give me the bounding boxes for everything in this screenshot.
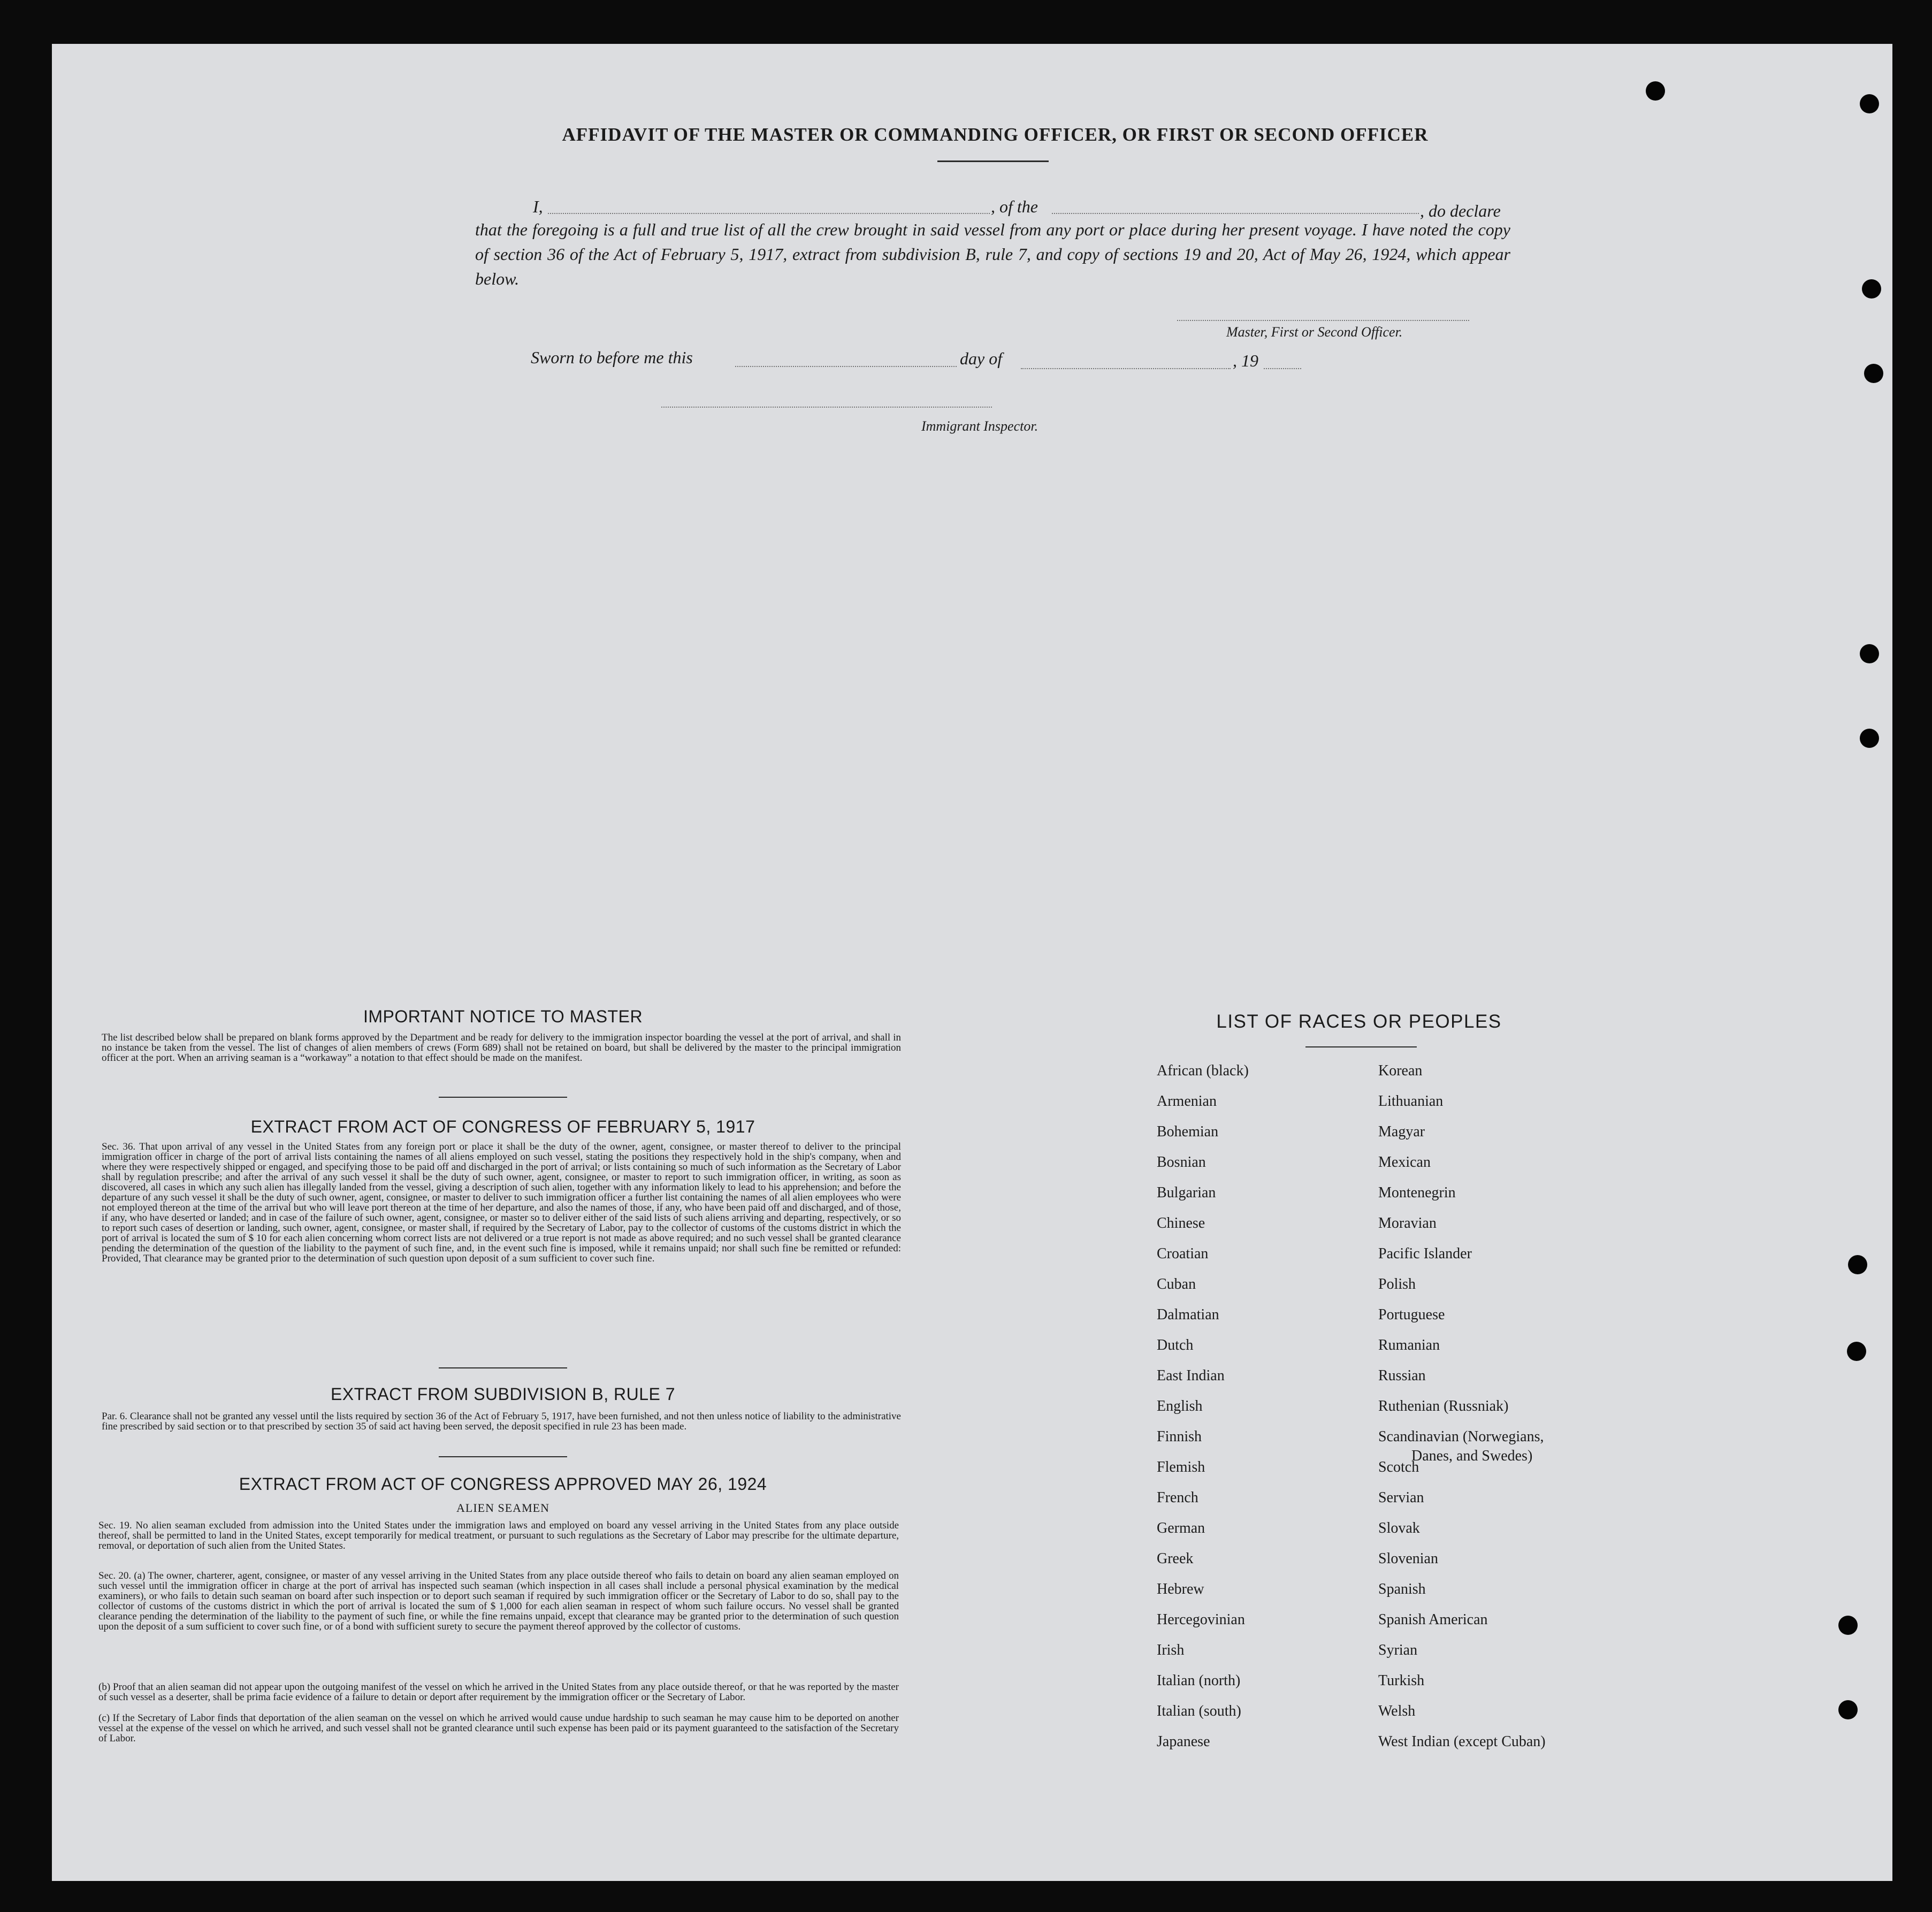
- race-item: Hebrew: [1157, 1581, 1204, 1597]
- race-item: Mexican: [1378, 1154, 1431, 1171]
- year-label: , 19: [1233, 351, 1258, 370]
- punch-hole: [1860, 94, 1879, 113]
- race-item: Servian: [1378, 1489, 1424, 1506]
- races-column-1: [1157, 1062, 1249, 1763]
- race-item: Scandinavian (Norwegians,: [1378, 1428, 1544, 1445]
- inspector-signature-field[interactable]: [661, 407, 992, 408]
- race-item: Slovenian: [1378, 1550, 1438, 1567]
- races-title: LIST OF RACES OR PEOPLES: [1216, 1011, 1502, 1032]
- race-item: Italian (south): [1157, 1703, 1241, 1719]
- race-item: Lithuanian: [1378, 1093, 1444, 1110]
- do-declare-label: , do declare: [1420, 201, 1501, 220]
- punch-hole: [1848, 1255, 1867, 1274]
- divider: [439, 1367, 567, 1368]
- race-item: Slovak: [1378, 1520, 1420, 1536]
- race-item: Montenegrin: [1378, 1184, 1456, 1201]
- race-item: West Indian (except Cuban): [1378, 1733, 1546, 1750]
- race-item: Spanish American: [1378, 1611, 1488, 1628]
- of-the-label: , of the: [991, 197, 1038, 216]
- race-item: Italian (north): [1157, 1672, 1241, 1689]
- declaration-text: that the foregoing is a full and true list of all the crew brought in said vessel from any port or place during her present voyage. I have noted the copy of section 36 of the Act of February 5, 1917, extract from subdivision B, rule 7, and copy of sections 19 and 20, Act of May 26, 1924, which appear below.: [475, 220, 1510, 288]
- sworn-year-field[interactable]: [1264, 368, 1301, 369]
- sworn-day-field[interactable]: [735, 366, 957, 367]
- race-item: Dalmatian: [1157, 1306, 1219, 1323]
- declarant-label: I,: [533, 197, 543, 216]
- race-item: Polish: [1378, 1276, 1416, 1292]
- punch-hole: [1838, 1700, 1858, 1719]
- notice-text: The list described below shall be prepared on blank forms approved by the Department and be ready for delivery to the immigration inspector boarding the vessel at the port of arrival, and shall in no instance be taken from the vessel. The list of changes of alien members of crews (Form 689) shall not be retained on board, but shall be delivered by the master to the principal immigration officer at the port. When an arriving seaman is a “workaway” a notation to that effect should be made on the manifest.: [102, 1032, 901, 1064]
- day-of-label: day of: [960, 349, 1003, 368]
- extract-rule7-title: EXTRACT FROM SUBDIVISION B, RULE 7: [330, 1385, 676, 1404]
- sec19-text: Sec. 19. No alien seaman excluded from admission into the United States under the immigration laws and employed on board any vessel arriving in the United States from any place outside thereof, shall be permitted to land in the United States, except temporarily for medical treatment, or pursuant to such regulations as the Secretary of Labor may prescribe for the ultimate departure, removal, or deportation of such alien from the United States.: [98, 1520, 899, 1551]
- race-item: Hercegovinian: [1157, 1611, 1245, 1628]
- race-item: Greek: [1157, 1550, 1194, 1567]
- extract-1917-text: Sec. 36. That upon arrival of any vessel in the United States from any foreign port or place it shall be the duty of the owner, agent, consignee, or master thereof to deliver to the principal immigration officer in charge of the port of arrival lists containing the names of all aliens employed on such vessel, stating the positions they respectively hold in the ship's company, when and where they were respectively shipped or engaged, and specifying those to be paid off and discharged in the port of arrival; or lists containing so much of such information as the Secretary of Labor shall by regulation prescribe; and after the arrival of any such vessel it shall be the duty of such owner, agent, consignee, or master to report to such immigration officer, in writing, as soon as discovered, all cases in which any such alien has illegally landed from the vessel, giving a description of such alien, together with any information likely to lead to his apprehension; and before the departure of any such vessel it shall be the duty of such owner, agent, consignee, or master to deliver to such immigration officer a further list containing the names of all alien employees who were not employed thereon at the time of the arrival but who will leave port thereon at the time of her departure, and also the names of those, if any, who have been paid off and discharged, and of those, if any, who have deserted or landed; and in case of the failure of such owner, agent, consignee, or master so to deliver either of the said lists of such aliens arriving and departing, respectively, or so to report such cases of desertion or landing, such owner, agent, consignee, or master shall, if required by the Secretary of Labor, pay to the collector of customs of the customs district in which the port of arrival is located the sum of $ 10 for each alien concerning whom correct lists are not delivered or a true report is not made as above required; and no such vessel shall be granted clearance pending the determination of the question of the liability to the payment of such fine, and, in the event such fine is imposed, while it remains unpaid; nor shall such fine be remitted or refunded: Provided, That clearance may be granted prior to the determination of such question upon deposit of a sum sufficient to cover such fine.: [102, 1141, 901, 1264]
- race-item: Finnish: [1157, 1428, 1202, 1445]
- divider: [439, 1456, 567, 1457]
- race-item: Cuban: [1157, 1276, 1196, 1292]
- race-item: Magyar: [1378, 1123, 1425, 1140]
- punch-hole: [1646, 81, 1665, 101]
- extract-rule7-text: Par. 6. Clearance shall not be granted any vessel until the lists required by section 36 of the Act of February 5, 1917, have been furnished, and not then unless notice of liability to the administrative fine prescribed by said section or to that prescribed by section 35 of said act having been served, the deposit specified in rule 23 has been made.: [102, 1411, 901, 1432]
- declarant-name-field[interactable]: [548, 213, 990, 214]
- punch-hole: [1847, 1342, 1866, 1361]
- race-item: Chinese: [1157, 1215, 1205, 1232]
- sworn-label: Sworn to before me this: [531, 348, 693, 367]
- race-item: French: [1157, 1489, 1198, 1506]
- title-rule: [937, 160, 1049, 162]
- divider: [439, 1097, 567, 1098]
- race-item: Armenian: [1157, 1093, 1217, 1110]
- race-item: Pacific Islander: [1378, 1245, 1472, 1262]
- sec20b-text: (b) Proof that an alien seaman did not appear upon the outgoing manifest of the vessel on which he arrived in the United States from any place outside thereof, or that he was reported by the master of such vessel as a deserter, shall be prima facie evidence of a failure to detain or deport after requirement by the immigration officer or the Secretary of Labor.: [98, 1681, 899, 1703]
- race-item: Dutch: [1157, 1337, 1194, 1353]
- race-item: Syrian: [1378, 1642, 1418, 1658]
- vessel-name-field[interactable]: [1052, 213, 1419, 214]
- punch-hole: [1860, 729, 1879, 748]
- race-item: Bohemian: [1157, 1123, 1219, 1140]
- notice-title: IMPORTANT NOTICE TO MASTER: [363, 1007, 643, 1026]
- race-item: Spanish: [1378, 1581, 1426, 1597]
- races-title-rule: [1305, 1046, 1417, 1047]
- punch-hole: [1838, 1616, 1858, 1635]
- punch-hole: [1862, 279, 1881, 299]
- race-item: African (black): [1157, 1062, 1249, 1079]
- races-column-2: [1378, 1062, 1546, 1763]
- sec20a-text: Sec. 20. (a) The owner, charterer, agent, consignee, or master of any vessel arriving in the United States from any place outside thereof who fails to detain on board any alien seaman employed on such vessel until the immigration officer in charge at the port of arrival has inspected such seaman (which inspection in all cases shall include a personal physical examination by the medical examiners), or who fails to detain such seaman on board after such inspection or to deport such seaman if required by such immigration officer or the Secretary of Labor to do so, shall pay to the collector of customs of the customs district in which the port of arrival is located the sum of $ 1,000 for each alien seaman in respect of whom such failure occurs. No vessel shall be granted clearance pending the determination of the liability to the payment of such fine, or while the fine remains unpaid, except that clearance may be granted prior to the determination of such question upon the deposit of a sum sufficient to cover such fine, or of a bond with sufficient surety to secure the payment thereof approved by the collector of customs.: [98, 1570, 899, 1632]
- extract-1924-title: EXTRACT FROM ACT OF CONGRESS APPROVED MAY 26, 1924: [239, 1474, 767, 1494]
- race-item: Moravian: [1378, 1215, 1437, 1232]
- race-item: Irish: [1157, 1642, 1185, 1658]
- sworn-month-field[interactable]: [1021, 368, 1231, 369]
- race-item: Rumanian: [1378, 1337, 1440, 1353]
- extract-1917-title: EXTRACT FROM ACT OF CONGRESS OF FEBRUARY 5, 1917: [250, 1117, 755, 1136]
- affidavit-title: AFFIDAVIT OF THE MASTER OR COMMANDING OFFICER, OR FIRST OR SECOND OFFICER: [562, 124, 1429, 145]
- race-item: Bulgarian: [1157, 1184, 1216, 1201]
- race-item: Turkish: [1378, 1672, 1425, 1689]
- officer-signature-label: Master, First or Second Officer.: [1226, 324, 1403, 340]
- race-item: Croatian: [1157, 1245, 1209, 1262]
- officer-signature-field[interactable]: [1177, 320, 1469, 321]
- race-item: German: [1157, 1520, 1205, 1536]
- race-item: Portuguese: [1378, 1306, 1445, 1323]
- race-item: English: [1157, 1398, 1203, 1414]
- race-item: Korean: [1378, 1062, 1423, 1079]
- race-item: Ruthenian (Russniak): [1378, 1398, 1509, 1414]
- race-item: East Indian: [1157, 1367, 1225, 1384]
- punch-hole: [1864, 364, 1883, 383]
- race-item: Japanese: [1157, 1733, 1210, 1750]
- race-item: Flemish: [1157, 1459, 1205, 1475]
- race-item: Bosnian: [1157, 1154, 1206, 1171]
- alien-seamen-subtitle: ALIEN SEAMEN: [456, 1501, 549, 1515]
- race-item: Welsh: [1378, 1703, 1416, 1719]
- punch-hole: [1860, 644, 1879, 663]
- sec20c-text: (c) If the Secretary of Labor finds that deportation of the alien seaman on the vessel on which he arrived would cause undue hardship to such seaman he may cause him to be deported on another vessel at the expense of the vessel on which he arrived, and such vessel shall not be granted clearance until such expense has been paid or its payment guaranteed to the satisfaction of the Secretary of Labor.: [98, 1712, 899, 1744]
- race-item-continuation: Danes, and Swedes): [1411, 1448, 1533, 1464]
- race-item: Russian: [1378, 1367, 1426, 1384]
- race-item: Scotch: [1378, 1459, 1419, 1475]
- inspector-label: Immigrant Inspector.: [921, 418, 1038, 434]
